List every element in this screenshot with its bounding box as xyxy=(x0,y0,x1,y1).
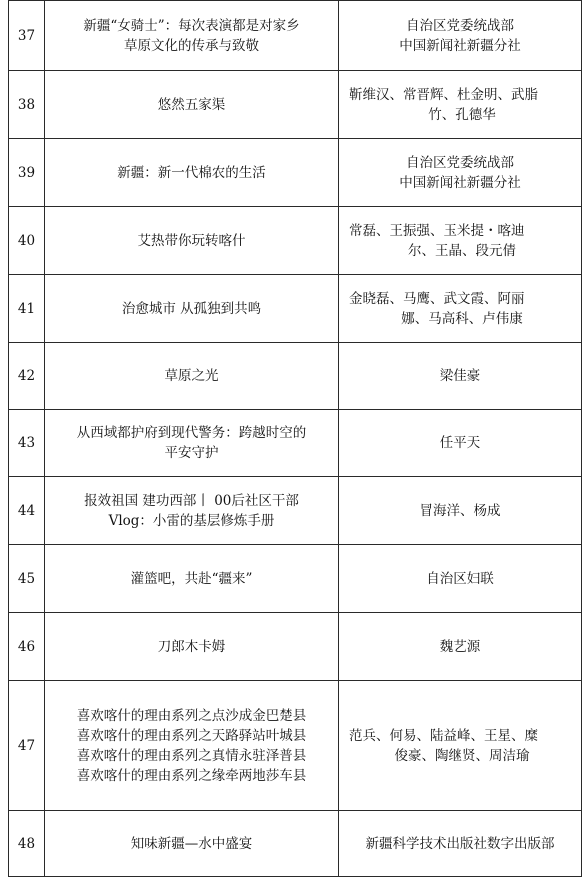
work-title xyxy=(45,275,339,343)
table-row xyxy=(9,477,582,545)
author-unit xyxy=(339,477,582,545)
row-number: 44 xyxy=(9,477,45,545)
work-title xyxy=(45,343,339,410)
author-unit-line: 竹、孔德华 xyxy=(428,106,496,123)
award-list-table xyxy=(8,0,582,877)
table-row xyxy=(9,343,582,410)
work-title xyxy=(45,207,339,275)
work-title-line: 草原文化的传承与致敬 xyxy=(124,37,259,54)
author-unit xyxy=(339,1,582,71)
author-unit xyxy=(339,410,582,477)
work-title-line: 喜欢喀什的理由系列之天路驿站叶城县 xyxy=(76,727,307,744)
work-title-line: 新疆：新一代棉农的生活 xyxy=(117,164,266,181)
author-unit xyxy=(339,811,582,877)
table-row xyxy=(9,410,582,477)
author-unit xyxy=(339,207,582,275)
work-title xyxy=(45,477,339,545)
work-title xyxy=(45,811,339,877)
work-title-line: 刀郎木卡姆 xyxy=(157,638,226,655)
table-row xyxy=(9,545,582,613)
author-unit-line: 魏艺源 xyxy=(439,638,481,655)
author-unit-line: 靳维汉、常晋辉、杜金明、武脂 xyxy=(349,86,538,103)
work-title-line: 艾热带你玩转喀什 xyxy=(137,232,246,249)
author-unit-line: 自治区党委统战部 xyxy=(406,17,514,34)
work-title xyxy=(45,71,339,139)
author-unit-line: 自治区党委统战部 xyxy=(406,154,514,171)
work-title-line: 灌篮吧，共赴“疆来” xyxy=(130,570,253,587)
author-unit xyxy=(339,613,582,681)
row-number: 40 xyxy=(9,207,45,275)
work-title-line: 治愈城市 从孤独到共鸣 xyxy=(121,300,262,317)
row-number: 37 xyxy=(9,1,45,71)
author-unit-line: 任平天 xyxy=(439,435,481,451)
author-unit-line: 自治区妇联 xyxy=(426,570,494,587)
row-number: 42 xyxy=(9,343,45,410)
work-title-line: 喜欢喀什的理由系列之缘牵两地莎车县 xyxy=(76,767,307,784)
row-number: 48 xyxy=(9,811,45,877)
author-unit-line: 冒海洋、杨成 xyxy=(419,502,501,519)
work-title xyxy=(45,1,339,71)
work-title xyxy=(45,613,339,681)
table-row xyxy=(9,681,582,811)
author-unit-line: 中国新闻社新疆分社 xyxy=(399,37,521,54)
row-number: 43 xyxy=(9,410,45,477)
work-title-line: 草原之光 xyxy=(164,368,219,384)
table-row xyxy=(9,139,582,207)
author-unit-line: 梁佳豪 xyxy=(439,368,481,384)
row-number: 38 xyxy=(9,71,45,139)
work-title-line: 喜欢喀什的理由系列之真情永驻泽普县 xyxy=(76,747,307,764)
author-unit-line: 尔、王晶、段元倩 xyxy=(408,242,516,259)
work-title-line: 知味新疆—水中盛宴 xyxy=(130,835,253,852)
table-row xyxy=(9,811,582,877)
table-row xyxy=(9,207,582,275)
author-unit xyxy=(339,275,582,343)
work-title-line: 报效祖国 建功西部丨 00后社区干部 xyxy=(84,492,299,509)
author-unit xyxy=(339,71,582,139)
author-unit xyxy=(339,545,582,613)
row-number: 39 xyxy=(9,139,45,207)
author-unit-line: 范兵、何易、陆益峰、王星、糜 xyxy=(349,727,538,744)
row-number: 41 xyxy=(9,275,45,343)
table-row xyxy=(9,275,582,343)
work-title-line: 新疆“女骑士”：每次表演都是对家乡 xyxy=(83,17,300,34)
row-number: 46 xyxy=(9,613,45,681)
author-unit-line: 新疆科学技术出版社数字出版部 xyxy=(365,835,555,852)
row-number: 47 xyxy=(9,681,45,811)
author-unit-line: 常磊、王振强、玉米提・喀迪 xyxy=(349,222,525,239)
work-title-line: 从西域都护府到现代警务：跨越时空的 xyxy=(76,425,307,441)
row-number: 45 xyxy=(9,545,45,613)
table-body xyxy=(9,1,582,877)
table-row xyxy=(9,1,582,71)
work-title xyxy=(45,139,339,207)
author-unit-line: 金晓磊、马鹰、武文霞、阿丽 xyxy=(349,290,525,307)
work-title-line: 平安守护 xyxy=(164,445,219,461)
author-unit xyxy=(339,681,582,811)
work-title-line: 悠然五家渠 xyxy=(157,96,226,113)
work-title-line: Vlog：小雷的基层修炼手册 xyxy=(108,512,275,529)
work-title xyxy=(45,681,339,811)
work-title-line: 喜欢喀什的理由系列之点沙成金巴楚县 xyxy=(76,707,307,724)
author-unit xyxy=(339,343,582,410)
author-unit-line: 俊豪、陶继贤、周洁瑜 xyxy=(394,747,530,764)
author-unit xyxy=(339,139,582,207)
table-row xyxy=(9,613,582,681)
author-unit-line: 娜、马高科、卢伟康 xyxy=(401,310,523,327)
author-unit-line: 中国新闻社新疆分社 xyxy=(399,174,521,191)
table-row xyxy=(9,71,582,139)
work-title xyxy=(45,545,339,613)
work-title xyxy=(45,410,339,477)
